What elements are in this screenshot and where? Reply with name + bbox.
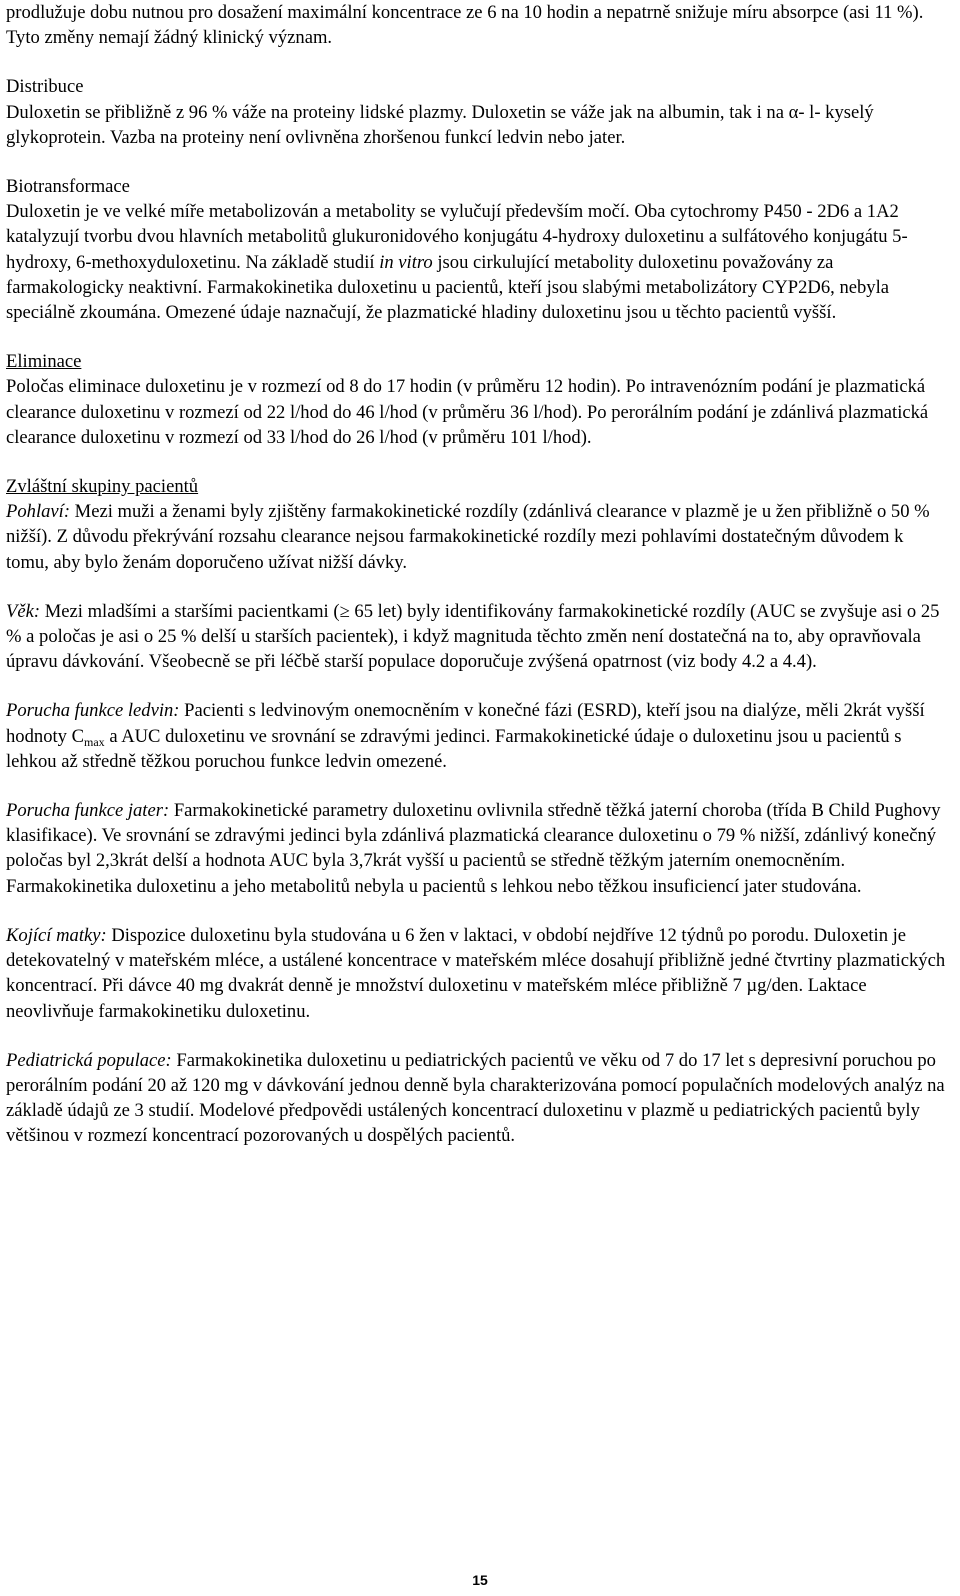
biotransformace-heading: Biotransformace — [6, 176, 130, 198]
biotransformace-text-1: Duloxetin je ve velké míře metabolizován a metabolity se vylučují především močí. Oba cytochromy P450 - 2D6 a 1A2 katalyzují tvorbu dvou hlavních metabolitů glukuronidového konjugátu 4-hydroxy duloxetinu a sulfátového konjugátu 5-hydroxy, 6-methoxyduloxetinu. Na základě studií — [6, 201, 908, 273]
eliminace-heading: Eliminace — [6, 351, 82, 373]
kojici-paragraph — [6, 923, 946, 1024]
distribuce-paragraph: Duloxetin se přibližně z 96 % váže na proteiny lidské plazmy. Duloxetin se váže jak na albumin, tak i na α- l- kyselý glykoprotein. Vazba na proteiny není ovlivněna zhoršenou funkcí ledvin nebo jater. — [6, 101, 874, 148]
ledviny-text-1: Pacienti s ledvinovým onemocněním v konečné fázi (ESRD), kteří jsou na dialýze, měli 2krát vyšší hodnoty C — [6, 700, 925, 747]
ledviny-label: Porucha funkce ledvin: — [6, 700, 180, 722]
document-page — [6, 0, 946, 1149]
jater-label: Porucha funkce jater: — [6, 800, 170, 822]
jater-text: Farmakokinetické parametry duloxetinu ovlivnila středně těžká jaterní choroba (třída B Child Pughovy klasifikace). Ve srovnání se zdravými jedinci byla zdánlivá plazmatická clearance duloxetinu o 79 % nižší, zdánlivý konečný poločas byl 2,3krát delší a hodnota AUC byla 3,7krát vyšší u pacientů se středně těžkým jaterním onemocněním. Farmakokinetika duloxetinu a jeho metabolitů nebyla u pacientů s lehkou nebo těžkou insuficiencí jater studována. — [6, 800, 941, 897]
pohlavi-text: Mezi muži a ženami byly zjištěny farmakokinetické rozdíly (zdánlivá clearance v plazmě je u žen přibližně o 50 % nižší). Z důvodu překrývání rozsahu clearance nejsou farmakokinetické rozdíly mezi pohlavími dostatečným důvodem k tomu, aby bylo ženám doporučeno užívat nižší dávky. — [6, 501, 930, 573]
distribuce-heading: Distribuce — [6, 76, 84, 98]
vek-text-1: Mezi mladšími a staršími pacientkami ( — [40, 600, 340, 622]
pediatricka-text: Farmakokinetika duloxetinu u pediatrických pacientů ve věku od 7 do 17 let s depresivní poruchou po perorálním podání 20 až 120 mg v dávkování jednou denně byla charakterizována pomocí populačních modelových analýz na základě údajů ze 3 studií. Modelové předpovědi ustálených koncentrací duloxetinu v plazmě u pediatrických pacientů byly většinou v rozmezí koncentrací pozorovaných u dospělých pacientů. — [6, 1049, 945, 1147]
pohlavi-paragraph — [6, 499, 946, 575]
in-vitro-italic: in vitro — [379, 251, 433, 273]
kojici-text: Dispozice duloxetinu byla studována u 6 žen v laktaci, v období nejdříve 12 týdnů po porodu. Duloxetin je detekovatelný v mateřském mléce, a ustálené koncentrace v mateřském mléce dosahují přibližně jedné čtvrtiny plazmatických koncentrací. Při dávce 40 mg dvakrát denně je množství duloxetinu v mateřském mléce přibližně 7 µg/den. Laktace neovlivňuje farmakokinetiku duloxetinu. — [6, 924, 946, 1022]
zvlastni-skupiny-heading: Zvláštní skupiny pacientů — [6, 476, 199, 498]
vek-paragraph — [6, 599, 946, 675]
pohlavi-label: Pohlaví: — [6, 501, 71, 523]
vek-label: Věk: — [6, 600, 41, 622]
vek-text-2: 65 let) byly identifikovány farmakokinetické rozdíly (AUC se zvyšuje asi o 25 % a poločas je asi o 25 % delší u starších pacientek), i když magnituda těchto změn není dostatečná na to, aby opravňovala úpravu dávkování. Všeobecně se při léčbě starší populace doporučuje zvýšená opatrnost (viz body 4.2 a 4.4). — [6, 600, 940, 673]
greater-equal-symbol: ≥ — [339, 600, 350, 622]
kojici-label: Kojící matky: — [6, 924, 107, 946]
cmax-subscript: max — [84, 734, 105, 749]
ledviny-paragraph — [6, 698, 946, 774]
eliminace-paragraph: Poločas eliminace duloxetinu je v rozmezí od 8 do 17 hodin (v průměru 12 hodin). Po intravenózním podání je plazmatická clearance duloxetinu v rozmezí od 22 l/hod do 46 l/hod (v průměru 36 l/hod). Po perorálním podání je zdánlivá plazmatická clearance duloxetinu v rozmezí od 33 l/hod do 26 l/hod (v průměru 101 l/hod). — [6, 376, 929, 448]
page-number: 15 — [472, 1572, 488, 1588]
ledviny-text-2: a AUC duloxetinu ve srovnání se zdravými jedinci. Farmakokinetické údaje o duloxetinu jsou u pacientů s lehkou až středně těžkou poruchou funkce ledvin omezené. — [6, 725, 902, 772]
biotransformace-paragraph — [6, 199, 946, 325]
jater-paragraph — [6, 798, 946, 899]
intro-paragraph: prodlužuje dobu nutnou pro dosažení maximální koncentrace ze 6 na 10 hodin a nepatrně snižuje míru absorpce (asi 11 %). Tyto změny nemají žádný klinický význam. — [6, 2, 924, 49]
pediatricka-label: Pediatrická populace: — [6, 1049, 172, 1071]
biotransformace-text-2: jsou cirkulující metabolity duloxetinu považovány za farmakologicky neaktivní. Farmakokinetika duloxetinu u pacientů, kteří jsou slabými metabolizátory CYP2D6, nebyla speciálně zkoumána. Omezené údaje naznačují, že plazmatické hladiny duloxetinu jsou u těchto pacientů vyšší. — [6, 251, 890, 324]
pediatricka-paragraph — [6, 1048, 946, 1149]
